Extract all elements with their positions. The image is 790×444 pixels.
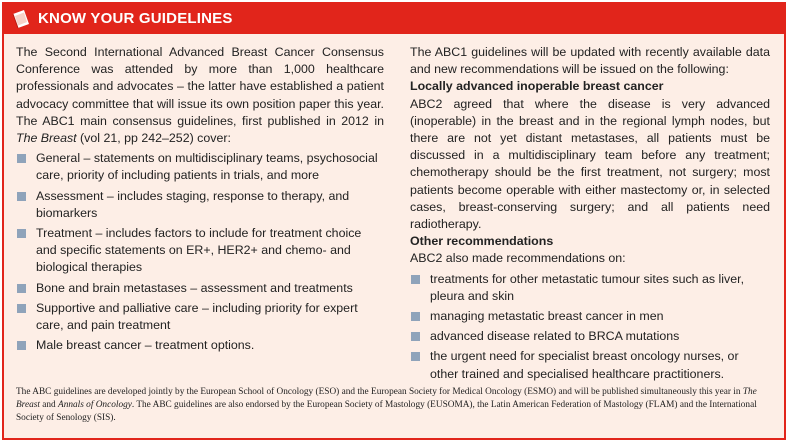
section-intro-other: ABC2 also made recommendations on: — [410, 251, 626, 266]
book-icon — [10, 8, 32, 30]
bullet-square-icon — [411, 332, 420, 341]
list-item: Assessment – includes staging, response to therapy, and biomarkers — [16, 188, 384, 222]
list-item: managing metastatic breast cancer in men — [410, 308, 770, 325]
list-item: advanced disease related to BRCA mutations — [410, 328, 770, 345]
bullet-square-icon — [17, 229, 26, 238]
list-item: General – statements on multidisciplinary teams, psychosocial care, priority of including patients in trials, and more — [16, 150, 384, 184]
bullet-square-icon — [411, 312, 420, 321]
list-item: Supportive and palliative care – including priority for expert care, and pain treatment — [16, 300, 384, 334]
recommendations-list — [410, 271, 770, 383]
bullet-square-icon — [411, 352, 420, 361]
coverage-list — [16, 150, 384, 354]
bullet-square-icon — [17, 192, 26, 201]
list-item: treatments for other metastatic tumour sites such as liver, pleura and skin — [410, 271, 770, 305]
intro-paragraph: The Second International Advanced Breast Cancer Consensus Conference was attended by more than 1,000 healthcare professionals and advocates – the latter have established a patient advocacy committee that will issue its own position paper this year. The ABC1 main consensus guidelines, first published in 2012 in The Breast (vol 21, pp 242–252) cover: — [16, 45, 384, 146]
bullet-square-icon — [411, 275, 420, 284]
bullet-square-icon — [17, 304, 26, 313]
footnote: The ABC guidelines are developed jointly by the European School of Oncology (ESO) and the European Society for Medical Oncology (ESMO) and will be published simultaneously this year in The Breast and Annals of Oncology. The ABC guidelines are also endorsed by the European Society of Mastology (EUSOMA), the Latin American Federation of Mastology (FLAM) and the International Society of Senology (SIS). — [16, 387, 757, 423]
section-text-locally-advanced: ABC2 agreed that where the disease is very advanced (inoperable) in the breast and in the regional lymph nodes, but there are not yet distant metastases, all patients must be discussed in a multidisciplinary team before any treatment; chemotherapy should be the first treatment, not surgery; most patients become operable with either mastectomy or, in selected cases, breast-conserving surgery; and all patients need radiotherapy. — [410, 96, 770, 232]
section-heading-other: Other recommendations — [410, 234, 554, 249]
list-item: Bone and brain metastases – assessment and treatments — [16, 280, 384, 297]
list-item: the urgent need for specialist breast oncology nurses, or other trained and specialised healthcare practitioners. — [410, 348, 770, 382]
bullet-square-icon — [17, 284, 26, 293]
journal-name: The Breast — [16, 131, 77, 146]
bullet-square-icon — [17, 154, 26, 163]
left-column — [16, 44, 384, 354]
right-column — [410, 44, 770, 383]
section-heading-locally-advanced: Locally advanced inoperable breast cancer — [410, 79, 664, 94]
bullet-square-icon — [17, 341, 26, 350]
guidelines-box — [2, 2, 786, 440]
list-item: Treatment – includes factors to include for treatment choice and specific statements on ER+, HER2+ and chemo- and biological therapies — [16, 225, 384, 277]
header-bar — [4, 4, 784, 34]
list-item: Male breast cancer – treatment options. — [16, 337, 384, 354]
update-intro: The ABC1 guidelines will be updated with recently available data and new recommendations will be issued on the following: — [410, 45, 770, 77]
box-title: KNOW YOUR GUIDELINES — [38, 10, 233, 27]
